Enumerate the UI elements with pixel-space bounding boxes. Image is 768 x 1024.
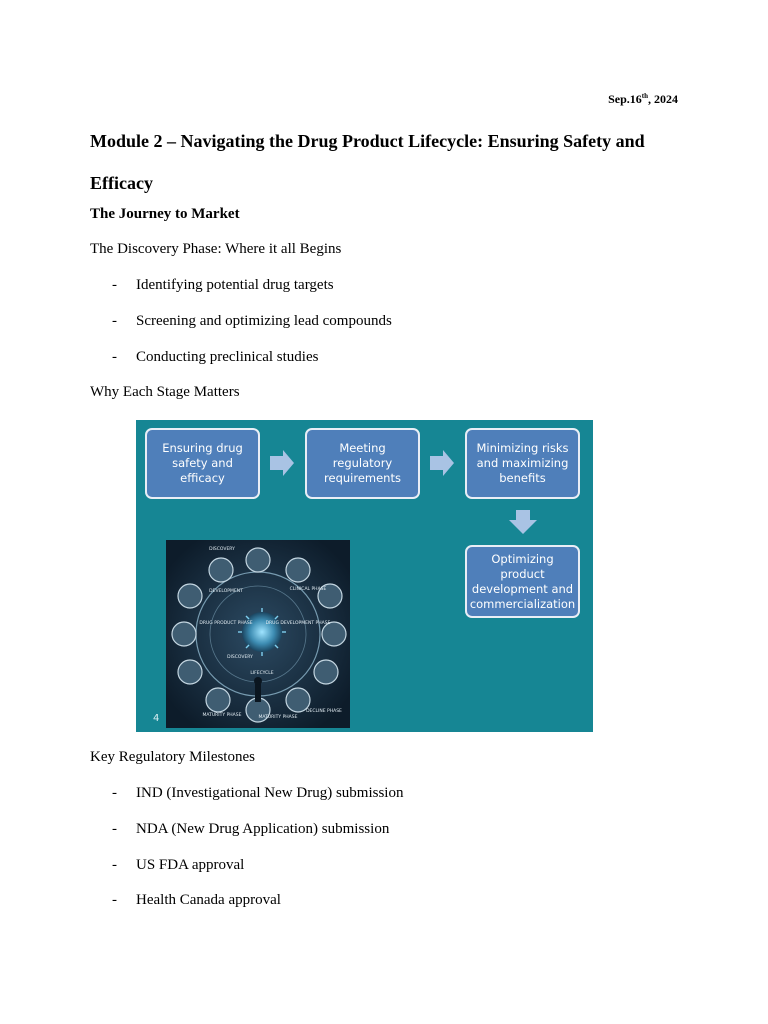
- art-label: DISCOVERY: [209, 547, 235, 552]
- list-item: - Identifying potential drug targets: [112, 277, 334, 293]
- list-item: - Conducting preclinical studies: [112, 349, 319, 365]
- arrow-right-icon: [270, 450, 294, 476]
- slide-number: 4: [153, 713, 160, 724]
- document-title: Module 2 – Navigating the Drug Product Lifecycle: Ensuring Safety and Efficacy: [90, 131, 645, 193]
- art-label: LIFECYCLE: [250, 671, 274, 676]
- art-label: DECLINE PHASE: [306, 709, 342, 714]
- stage-slide-image: [136, 420, 593, 732]
- slide-box-commercialization: Optimizing product development and commercialization: [465, 545, 580, 618]
- list-item: - IND (Investigational New Drug) submission: [112, 785, 404, 801]
- art-label: DEVELOPMENT: [209, 589, 243, 594]
- art-label: DISCOVERY: [227, 655, 253, 660]
- list-item: - Screening and optimizing lead compounds: [112, 313, 392, 329]
- arrow-down-icon: [509, 510, 537, 534]
- art-label: MATURITY PHASE: [202, 713, 242, 718]
- list-item: - Health Canada approval: [112, 892, 281, 908]
- milestones-heading: Key Regulatory Milestones: [90, 749, 255, 765]
- lifecycle-illustration: [166, 540, 350, 728]
- slide-box-regulatory: Meeting regulatory requirements: [305, 428, 420, 499]
- slide-box-safety: Ensuring drug safety and efficacy: [145, 428, 260, 499]
- slide-box-risks: Minimizing risks and maximizing benefits: [465, 428, 580, 499]
- document-date: Sep.16th, 2024: [608, 92, 678, 106]
- art-label: DRUG DEVELOPMENT PHASE: [265, 621, 331, 626]
- art-label: CLINICAL PHASE: [289, 587, 327, 592]
- why-heading: Why Each Stage Matters: [90, 384, 240, 400]
- list-item: - NDA (New Drug Application) submission: [112, 821, 390, 837]
- art-label: DRUG PRODUCT PHASE: [199, 621, 253, 626]
- section-heading: The Journey to Market: [90, 206, 240, 222]
- discovery-heading: The Discovery Phase: Where it all Begins: [90, 241, 342, 257]
- art-label: MATURITY PHASE: [258, 715, 298, 720]
- arrow-right-icon: [430, 450, 454, 476]
- list-item: - US FDA approval: [112, 857, 245, 873]
